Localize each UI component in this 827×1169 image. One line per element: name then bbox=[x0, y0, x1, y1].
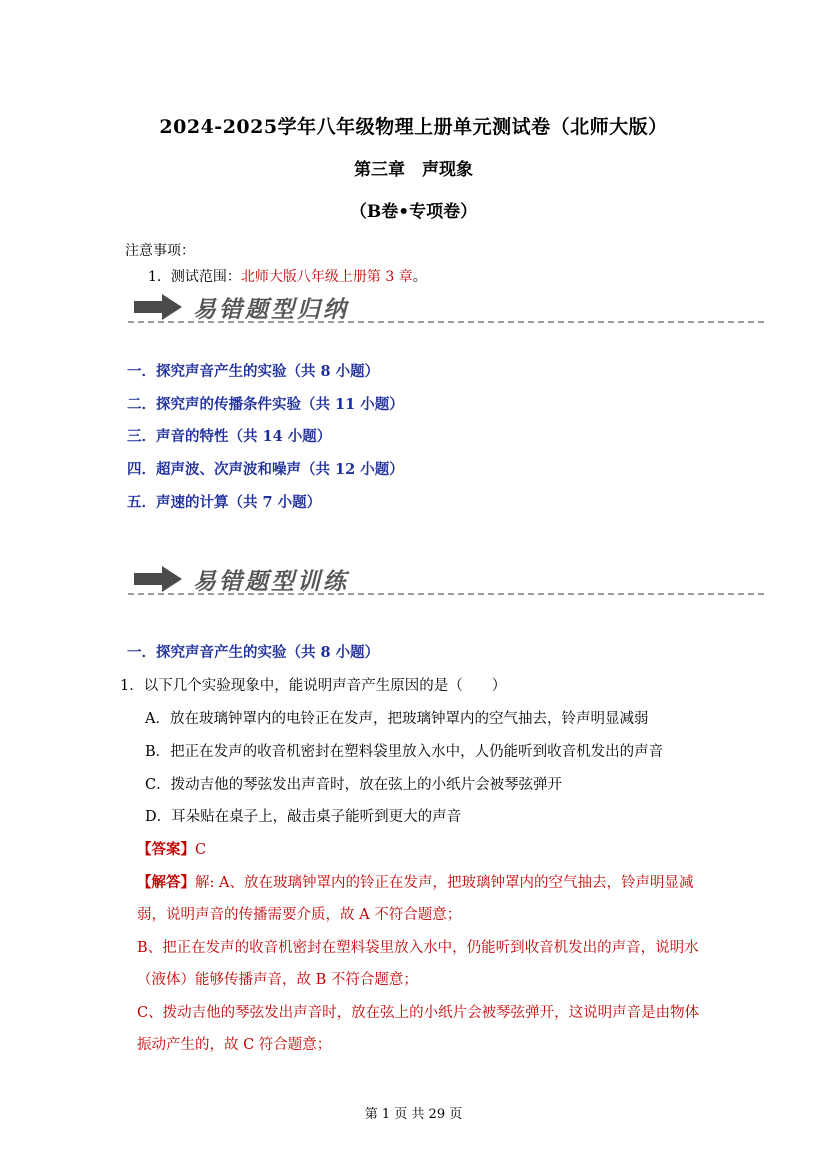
answer-line bbox=[137, 838, 206, 859]
option-a: A．放在玻璃钟罩内的电铃正在发声，把玻璃钟罩内的空气抽去，铃声明显减弱 bbox=[145, 711, 649, 727]
analysis-line: 振动产生的，故 C 符合题意； bbox=[137, 1037, 332, 1053]
notes-item-prefix: 1．测试范围： bbox=[148, 269, 241, 285]
toc-item: 一．探究声音产生的实验（共 8 小题） bbox=[127, 363, 380, 380]
question-stem: 1．以下几个实验现象中，能说明声音产生原因的是（ ） bbox=[120, 678, 507, 694]
answer-value: C bbox=[195, 842, 207, 858]
summary-banner bbox=[128, 288, 764, 328]
option-d: D．耳朵贴在桌子上，敲击桌子能听到更大的声音 bbox=[145, 809, 462, 825]
option-b: B．把正在发声的收音机密封在塑料袋里放入水中，人仍能听到收音机发出的声音 bbox=[145, 744, 664, 760]
volume-subtitle: （B卷•专项卷） bbox=[349, 202, 478, 222]
training-banner-text: 易错题型训练 bbox=[193, 569, 349, 595]
notes-item bbox=[148, 266, 427, 286]
document-title: 2024-2025学年八年级物理上册单元测试卷（北师大版） bbox=[159, 116, 668, 138]
analysis-label: 【解答】 bbox=[137, 874, 195, 891]
banner-arrow-icon bbox=[134, 294, 182, 320]
analysis-text: 解: A、放在玻璃钟罩内的铃正在发声，把玻璃钟罩内的空气抽去，铃声明显减 bbox=[195, 875, 694, 891]
toc-item: 二．探究声的传播条件实验（共 11 小题） bbox=[127, 396, 404, 413]
analysis-line: B、把正在发声的收音机密封在塑料袋里放入水中，仍能听到收音机发出的声音，说明水 bbox=[137, 940, 699, 956]
analysis-line: 弱，说明声音的传播需要介质，故 A 不符合题意； bbox=[137, 907, 462, 923]
notes-item-suffix: 。 bbox=[412, 269, 427, 285]
page-footer: 第 1 页 共 29 页 bbox=[364, 1107, 463, 1122]
training-banner bbox=[128, 560, 764, 600]
analysis-line: （液体）能够传播声音，故 B 不符合题意； bbox=[137, 972, 418, 988]
toc-item: 五．声速的计算（共 7 小题） bbox=[127, 494, 322, 511]
banner-arrow-icon bbox=[134, 566, 182, 592]
analysis-line bbox=[137, 871, 693, 892]
section-heading: 一．探究声音产生的实验（共 8 小题） bbox=[127, 644, 380, 661]
notes-label: 注意事项： bbox=[125, 243, 195, 259]
answer-label: 【答案】 bbox=[137, 841, 195, 858]
analysis-line: C、拨动吉他的琴弦发出声音时，放在弦上的小纸片会被琴弦弹开，这说明声音是由物体 bbox=[137, 1005, 700, 1021]
summary-banner-text: 易错题型归纳 bbox=[193, 297, 349, 323]
notes-item-range: 北师大版八年级上册第 3 章 bbox=[240, 269, 413, 285]
option-c: C．拨动吉他的琴弦发出声音时，放在弦上的小纸片会被琴弦弹开 bbox=[145, 777, 563, 793]
toc-item: 四．超声波、次声波和噪声（共 12 小题） bbox=[127, 461, 404, 478]
banner-divider bbox=[128, 321, 764, 323]
banner-divider bbox=[128, 593, 764, 595]
toc-item: 三．声音的特性（共 14 小题） bbox=[127, 428, 332, 445]
chapter-title: 第三章 声现象 bbox=[354, 160, 473, 180]
